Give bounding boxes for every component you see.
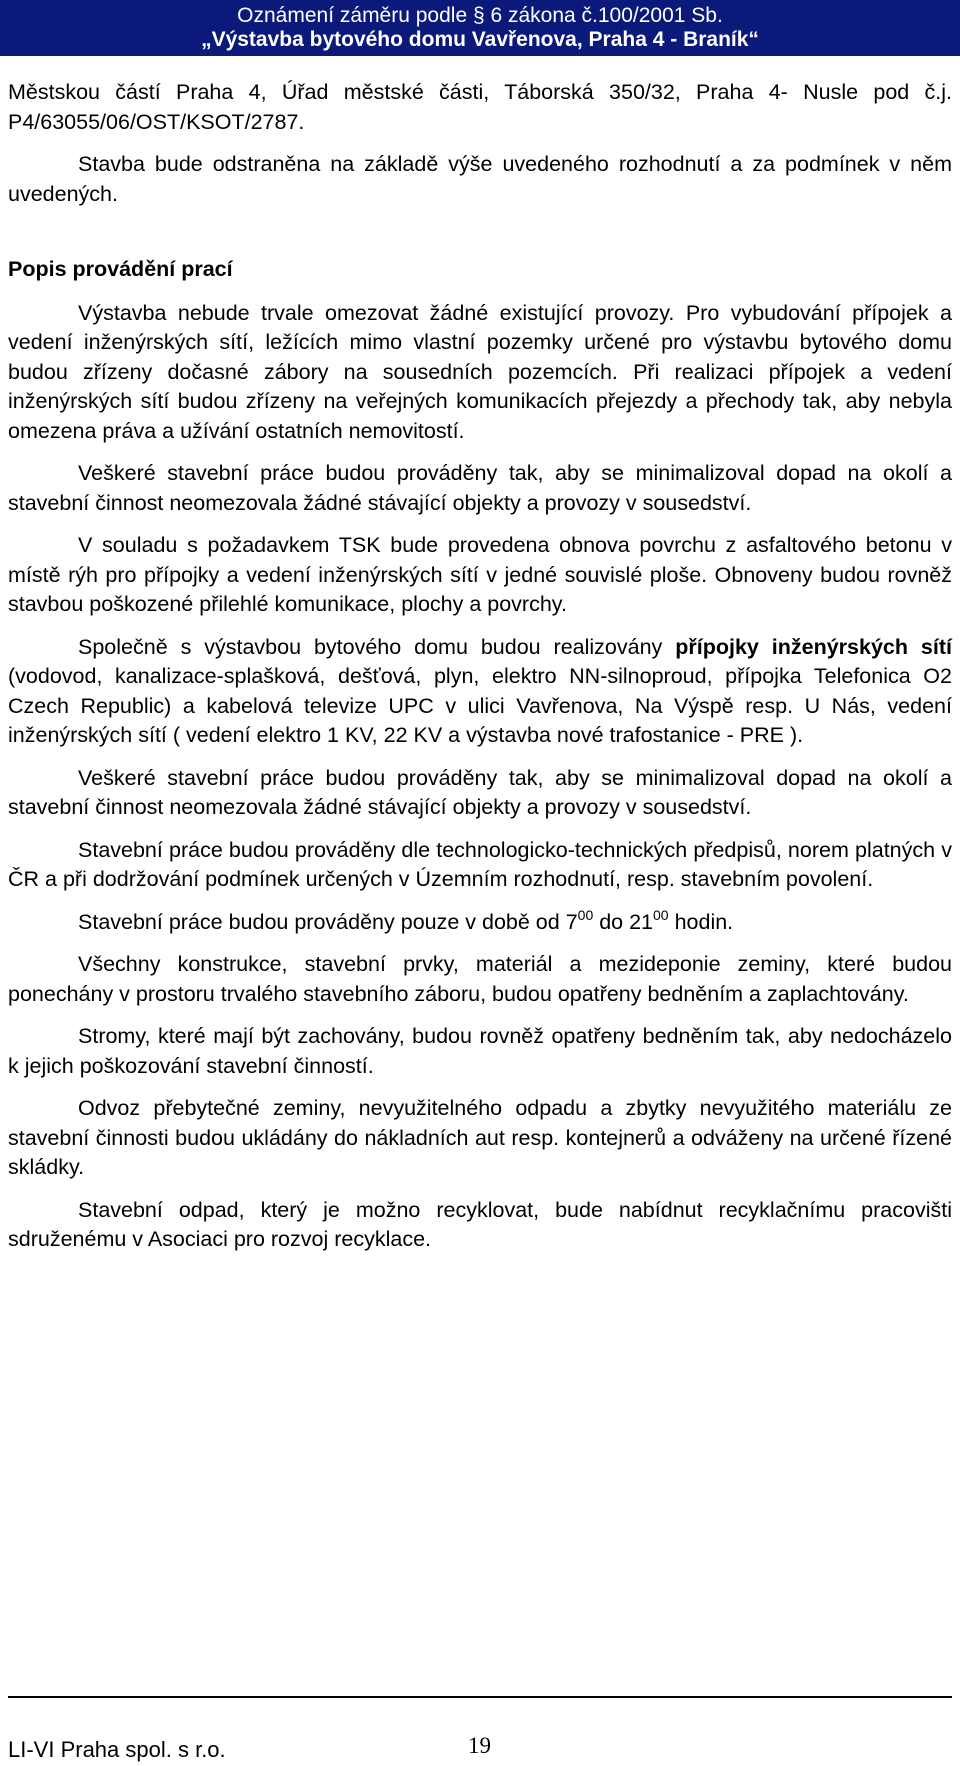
document-header — [0, 0, 960, 56]
document-footer — [8, 1690, 952, 1760]
hours-text-b: do 21 — [593, 909, 654, 934]
paragraph-working-hours — [8, 908, 952, 938]
hours-superscript-end: 00 — [653, 906, 669, 923]
paragraph-utility-connections — [8, 633, 952, 751]
paragraph-removal: Stavba bude odstraněna na základě výše uvedeného rozhodnutí a za podmínek v něm uvedených. — [8, 152, 952, 206]
paragraph-reference: Městskou částí Praha 4, Úřad městské části, Táborská 350/32, Praha 4- Nusle pod č.j. P4/63055/06/OST/KSOT/2787. — [8, 80, 952, 134]
paragraph-trees: Stromy, které mají být zachovány, budou rovněž opatřeny bedněním tak, aby nedocházelo k jejich poškozování stavební činností. — [8, 1024, 952, 1078]
document-body — [8, 78, 952, 1268]
paragraph-structures: Všechny konstrukce, stavební prvky, materiál a mezideponie zeminy, které budou ponechány v prostoru trvalého stavebního záboru, budou opatřeny bedněním a zaplachtovány. — [8, 952, 952, 1006]
page-number: 19 — [468, 1733, 491, 1758]
paragraph-recycling: Stavební odpad, který je možno recyklovat, bude nabídnut recyklačnímu pracovišti sdruženému v Asociaci pro rozvoj recyklace. — [8, 1197, 952, 1251]
hours-superscript-start: 00 — [577, 906, 594, 923]
paragraph-operations: Výstavba nebude trvale omezovat žádné existující provozy. Pro vybudování přípojek a vedení inženýrských sítí, ležících mimo vlastní pozemky určené pro výstavbu bytového domu budou zřízeny dočasné zábory na sousedních pozemcích. Při realizaci přípojek a vedení inženýrských sítí budou zřízeny na veřejných komunikacích přejezdy a přechody tak, aby nebyla omezena práva a užívání ostatních nemovitostí. — [8, 300, 952, 443]
utility-text-after: (vodovod, kanalizace-splašková, dešťová, plyn, elektro NN-silnoproud, přípojka Telefonica O2 Czech Republic) a kabelová televize UPC v ulici Vavřenova, Na Výspě resp. U Nás, vedení inženýrských sítí ( vedení elektro 1 KV, 22 KV a výstavba nové trafostanice - PRE ). — [8, 664, 952, 747]
hours-text-a: Stavební práce budou prováděny pouze v době od 7 — [78, 909, 578, 934]
paragraph-minimize-impact-repeat: Veškeré stavební práce budou prováděny tak, aby se minimalizoval dopad na okolí a stavební činnost neomezovala žádné stávající objekty a provozy v sousedství. — [8, 765, 952, 819]
paragraph-minimize-impact: Veškeré stavební práce budou prováděny tak, aby se minimalizoval dopad na okolí a stavební činnost neomezovala žádné stávající objekty a provozy v sousedství. — [8, 461, 952, 515]
section-heading: Popis provádění prací — [8, 257, 233, 281]
paragraph-regulations: Stavební práce budou prováděny dle technologicko-technických předpisů, norem platných v ČR a při dodržování podmínek určených v Územním rozhodnutí, resp. stavebním povolení. — [8, 837, 952, 891]
utility-text-bold: přípojky inženýrských sítí — [675, 634, 952, 659]
header-project-line: „Výstavba bytového domu Vavřenova, Praha 4 - Braník“ — [201, 28, 759, 51]
paragraph-soil-removal: Odvoz přebytečné zeminy, nevyužitelného odpadu a zbytky nevyužitého materiálu ze stavební činnosti budou ukládány do nákladních aut resp. kontejnerů a odváženy na určené řízené skládky. — [8, 1096, 952, 1179]
header-title-line: Oznámení záměru podle § 6 zákona č.100/2001 Sb. — [237, 4, 723, 27]
utility-text-before: Společně s výstavbou bytového domu budou realizovány — [78, 634, 676, 659]
footer-divider — [8, 1696, 952, 1698]
paragraph-surface-restoration: V souladu s požadavkem TSK bude provedena obnova povrchu z asfaltového betonu v místě rýh pro přípojky a vedení inženýrských sítí v jedné souvislé ploše. Obnoveny budou rovněž stavbou poškozené přilehlé komunikace, plochy a povrchy. — [8, 533, 952, 616]
hours-text-c: hodin. — [668, 909, 734, 934]
footer-company: LI-VI Praha spol. s r.o. — [8, 1737, 226, 1762]
